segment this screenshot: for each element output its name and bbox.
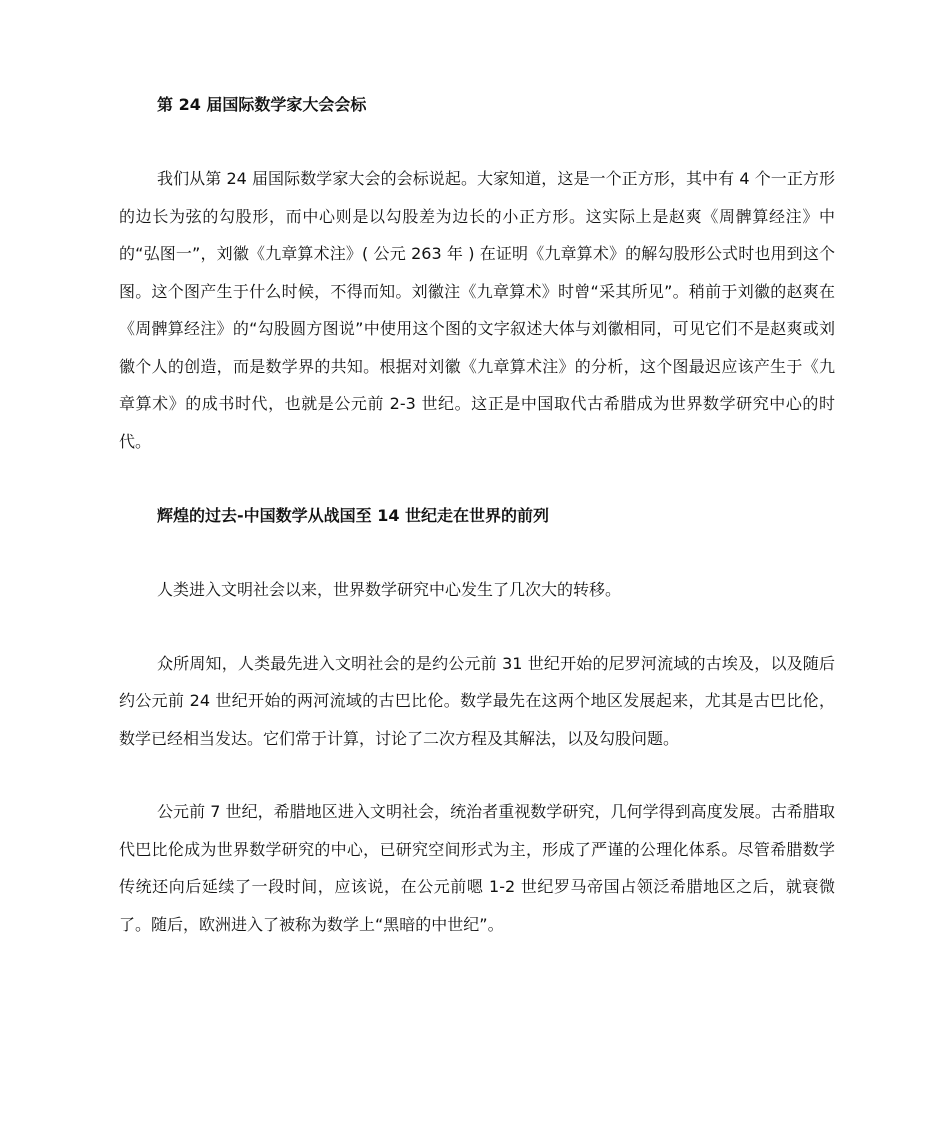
section-heading-glorious-past: 辉煌的过去-中国数学从战国至 14 世纪走在世界的前列 (157, 506, 550, 525)
paragraph-greece: 公元前 7 世纪，希腊地区进入文明社会，统治者重视数学研究，几何学得到高度发展。古希腊取代巴比伦成为世界数学研究的中心，已研究空间形式为主，形成了严谨的公理化体系。尽管希腊数学传统还向后延续了一段时间，应该说，在公元前嗯 1-2 世纪罗马帝国占领泛希腊地区之后，就衰微了。随后，欧洲进入了被称为数学上“黑暗的中世纪”。 (119, 802, 835, 934)
paragraph-emblem-history: 我们从第 24 届国际数学家大会的会标说起。大家知道，这是一个正方形，其中有 4 个一正方形的边长为弦的勾股形，而中心则是以勾股差为边长的小正方形。这实际上是赵爽《周髀算经注》中的“弘图一”，刘徽《九章算术注》( 公元 263 年 ) 在证明《九章算术》的解勾股形公式时也用到这个图。这个图产生于什么时候，不得而知。刘徽注《九章算术》时曾“采其所见”。稍前于刘徽的赵爽在《周髀算经注》的“勾股圆方图说”中使用这个图的文字叙述大体与刘徽相同，可见它们不是赵爽或刘徽个人的创造，而是数学界的共知。根据对刘徽《九章算术注》的分析，这个图最迟应该产生于《九章算术》的成书时代，也就是公元前 2-3 世纪。这正是中国取代古希腊成为世界数学研究中心的时代。 (119, 169, 835, 451)
paragraph-center-shifts: 人类进入文明社会以来，世界数学研究中心发生了几次大的转移。 (157, 580, 622, 599)
spacer (119, 609, 835, 645)
document-body (119, 86, 835, 943)
spacer (119, 124, 835, 160)
spacer (119, 535, 835, 571)
paragraph-egypt-babylon: 众所周知，人类最先进入文明社会的是约公元前 31 世纪开始的尼罗河流域的古埃及，以及随后约公元前 24 世纪开始的两河流域的古巴比伦。数学最先在这两个地区发展起来，尤其是古巴比伦，数学已经相当发达。它们常于计算，讨论了二次方程及其解法，以及勾股问题。 (119, 653, 835, 748)
spacer (119, 757, 835, 793)
spacer (119, 460, 835, 497)
section-heading-congress-emblem: 第 24 届国际数学家大会会标 (157, 95, 367, 114)
